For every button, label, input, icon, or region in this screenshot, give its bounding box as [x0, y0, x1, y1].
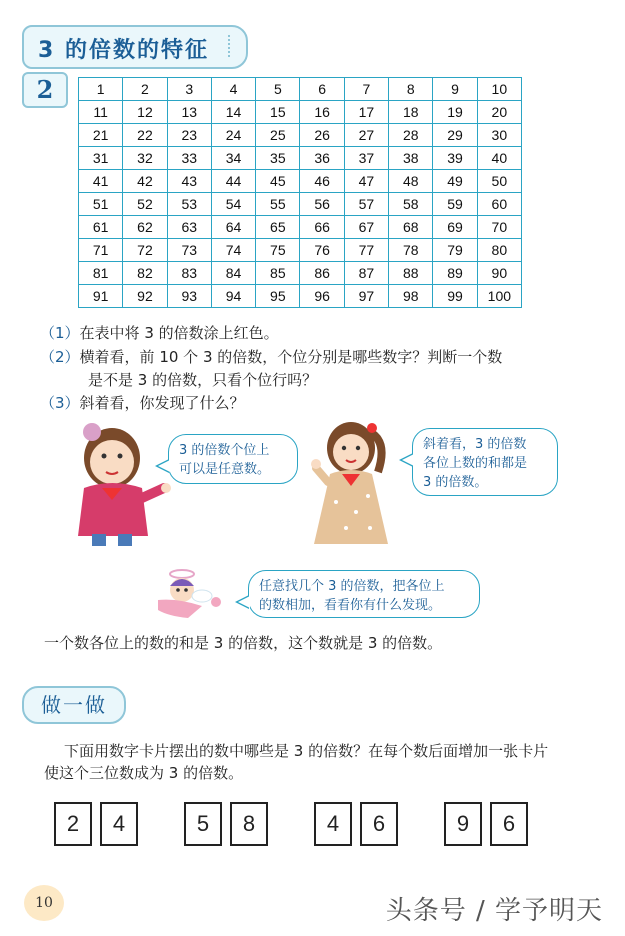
question-3 [40, 392, 245, 414]
chart-row [79, 216, 522, 239]
chart-cell: 76 [300, 239, 344, 262]
chart-cell: 70 [477, 216, 521, 239]
bubble-line: 各位上数的和都是 [423, 456, 528, 471]
chart-cell: 2 [123, 78, 167, 101]
number-card: 6 [490, 802, 528, 846]
chart-cell: 27 [344, 124, 388, 147]
chart-row [79, 170, 522, 193]
number-card: 5 [184, 802, 222, 846]
chart-cell: 48 [389, 170, 433, 193]
chart-row [79, 193, 522, 216]
chart-cell: 64 [211, 216, 255, 239]
question-number: （3） [40, 394, 80, 412]
bubble-line: 3 的倍数个位上 [179, 443, 270, 458]
question-2-continued: 是不是 3 的倍数，只看个位行吗？ [88, 371, 318, 389]
practice-text-line2: 使这个三位数成为 3 的倍数。 [44, 764, 244, 782]
chart-row [79, 101, 522, 124]
chart-cell: 32 [123, 147, 167, 170]
watermark: 头条号 / 学予明天 [385, 896, 603, 926]
chart-cell: 61 [79, 216, 123, 239]
chart-cell: 96 [300, 285, 344, 308]
question-1 [40, 322, 279, 344]
chart-cell: 63 [167, 216, 211, 239]
practice-text-line1: 下面用数字卡片摆出的数中哪些是 3 的倍数？在每个数后面增加一张卡片 [64, 742, 549, 760]
chart-cell: 99 [433, 285, 477, 308]
bubble-line: 3 的倍数。 [423, 475, 488, 490]
chart-cell: 47 [344, 170, 388, 193]
hundred-chart [78, 77, 522, 308]
chart-cell: 88 [389, 262, 433, 285]
chart-cell: 84 [211, 262, 255, 285]
chart-cell: 80 [477, 239, 521, 262]
chart-cell: 97 [344, 285, 388, 308]
chart-cell: 28 [389, 124, 433, 147]
chart-cell: 92 [123, 285, 167, 308]
chart-cell: 93 [167, 285, 211, 308]
chart-cell: 37 [344, 147, 388, 170]
chart-cell: 33 [167, 147, 211, 170]
chart-row [79, 124, 522, 147]
chart-cell: 53 [167, 193, 211, 216]
chart-row [79, 239, 522, 262]
conclusion-text: 一个数各位上的数的和是 3 的倍数，这个数就是 3 的倍数。 [44, 634, 443, 652]
practice-banner: 做一做 [22, 686, 126, 724]
angel-speech-bubble [248, 570, 480, 618]
chart-cell: 8 [389, 78, 433, 101]
question-text: 斜着看，你发现了什么？ [79, 394, 245, 412]
girl2-speech-bubble [412, 428, 558, 496]
chart-cell: 6 [300, 78, 344, 101]
chart-cell: 19 [433, 101, 477, 124]
chart-cell: 79 [433, 239, 477, 262]
chart-cell: 18 [389, 101, 433, 124]
chart-cell: 23 [167, 124, 211, 147]
chart-cell: 67 [344, 216, 388, 239]
chart-cell: 69 [433, 216, 477, 239]
chart-cell: 90 [477, 262, 521, 285]
question-number: （1） [40, 324, 80, 342]
chart-cell: 75 [256, 239, 300, 262]
chart-cell: 9 [433, 78, 477, 101]
chart-cell: 60 [477, 193, 521, 216]
number-card: 6 [360, 802, 398, 846]
chart-cell: 49 [433, 170, 477, 193]
girl-with-braids-illustration [62, 418, 172, 548]
girl-with-ponytail-illustration [306, 412, 396, 552]
chart-cell: 24 [211, 124, 255, 147]
bubble-line: 的数相加，看看你有什么发现。 [259, 598, 442, 613]
chart-cell: 52 [123, 193, 167, 216]
number-card: 2 [54, 802, 92, 846]
angel-child-illustration [148, 566, 228, 624]
chart-cell: 50 [477, 170, 521, 193]
chart-cell: 36 [300, 147, 344, 170]
chart-cell: 1 [79, 78, 123, 101]
chart-cell: 62 [123, 216, 167, 239]
chart-cell: 3 [167, 78, 211, 101]
chart-cell: 46 [300, 170, 344, 193]
chart-cell: 68 [389, 216, 433, 239]
chart-cell: 25 [256, 124, 300, 147]
chart-cell: 85 [256, 262, 300, 285]
question-number: （2） [40, 348, 80, 366]
chart-row [79, 78, 522, 101]
banner-curl-decoration [228, 35, 242, 57]
chart-cell: 74 [211, 239, 255, 262]
question-2 [40, 346, 502, 368]
chart-row [79, 262, 522, 285]
chart-cell: 65 [256, 216, 300, 239]
chart-cell: 71 [79, 239, 123, 262]
girl1-speech-bubble [168, 434, 298, 484]
section-title-banner [22, 25, 248, 69]
chart-cell: 39 [433, 147, 477, 170]
chart-cell: 42 [123, 170, 167, 193]
chart-cell: 59 [433, 193, 477, 216]
chart-cell: 26 [300, 124, 344, 147]
chart-cell: 58 [389, 193, 433, 216]
chart-cell: 81 [79, 262, 123, 285]
bubble-line: 可以是任意数。 [179, 462, 271, 477]
chart-cell: 95 [256, 285, 300, 308]
question-text: 在表中将 3 的倍数涂上红色。 [79, 324, 279, 342]
chart-cell: 14 [211, 101, 255, 124]
number-card: 4 [100, 802, 138, 846]
chart-cell: 15 [256, 101, 300, 124]
example-number: 2 [22, 72, 68, 108]
chart-cell: 31 [79, 147, 123, 170]
number-card: 8 [230, 802, 268, 846]
bubble-line: 斜着看，3 的倍数 [423, 437, 527, 452]
chart-cell: 57 [344, 193, 388, 216]
chart-cell: 34 [211, 147, 255, 170]
chart-cell: 21 [79, 124, 123, 147]
chart-cell: 56 [300, 193, 344, 216]
chart-cell: 73 [167, 239, 211, 262]
chart-cell: 66 [300, 216, 344, 239]
chart-cell: 5 [256, 78, 300, 101]
chart-cell: 45 [256, 170, 300, 193]
chart-cell: 43 [167, 170, 211, 193]
chart-cell: 51 [79, 193, 123, 216]
chart-cell: 87 [344, 262, 388, 285]
chart-cell: 40 [477, 147, 521, 170]
chart-cell: 7 [344, 78, 388, 101]
number-card: 9 [444, 802, 482, 846]
chart-cell: 82 [123, 262, 167, 285]
chart-cell: 78 [389, 239, 433, 262]
chart-cell: 11 [79, 101, 123, 124]
chart-cell: 4 [211, 78, 255, 101]
chart-cell: 16 [300, 101, 344, 124]
chart-cell: 89 [433, 262, 477, 285]
chart-cell: 29 [433, 124, 477, 147]
chart-cell: 20 [477, 101, 521, 124]
chart-cell: 41 [79, 170, 123, 193]
chart-cell: 94 [211, 285, 255, 308]
chart-cell: 91 [79, 285, 123, 308]
chart-cell: 83 [167, 262, 211, 285]
chart-cell: 17 [344, 101, 388, 124]
chart-row [79, 147, 522, 170]
chart-cell: 86 [300, 262, 344, 285]
question-text: 横着看，前 10 个 3 的倍数，个位分别是哪些数字？判断一个数 [79, 348, 503, 366]
chart-cell: 35 [256, 147, 300, 170]
chart-cell: 72 [123, 239, 167, 262]
chart-cell: 98 [389, 285, 433, 308]
chart-cell: 100 [477, 285, 521, 308]
chart-cell: 44 [211, 170, 255, 193]
bubble-line: 任意找几个 3 的倍数，把各位上 [259, 579, 445, 594]
chart-cell: 12 [123, 101, 167, 124]
chart-cell: 10 [477, 78, 521, 101]
chart-cell: 22 [123, 124, 167, 147]
chart-cell: 30 [477, 124, 521, 147]
chart-row [79, 285, 522, 308]
number-card: 4 [314, 802, 352, 846]
chart-cell: 77 [344, 239, 388, 262]
section-title: 3 的倍数的特征 [38, 38, 209, 63]
page-number: 10 [24, 885, 64, 921]
chart-cell: 54 [211, 193, 255, 216]
chart-cell: 38 [389, 147, 433, 170]
chart-cell: 55 [256, 193, 300, 216]
chart-cell: 13 [167, 101, 211, 124]
